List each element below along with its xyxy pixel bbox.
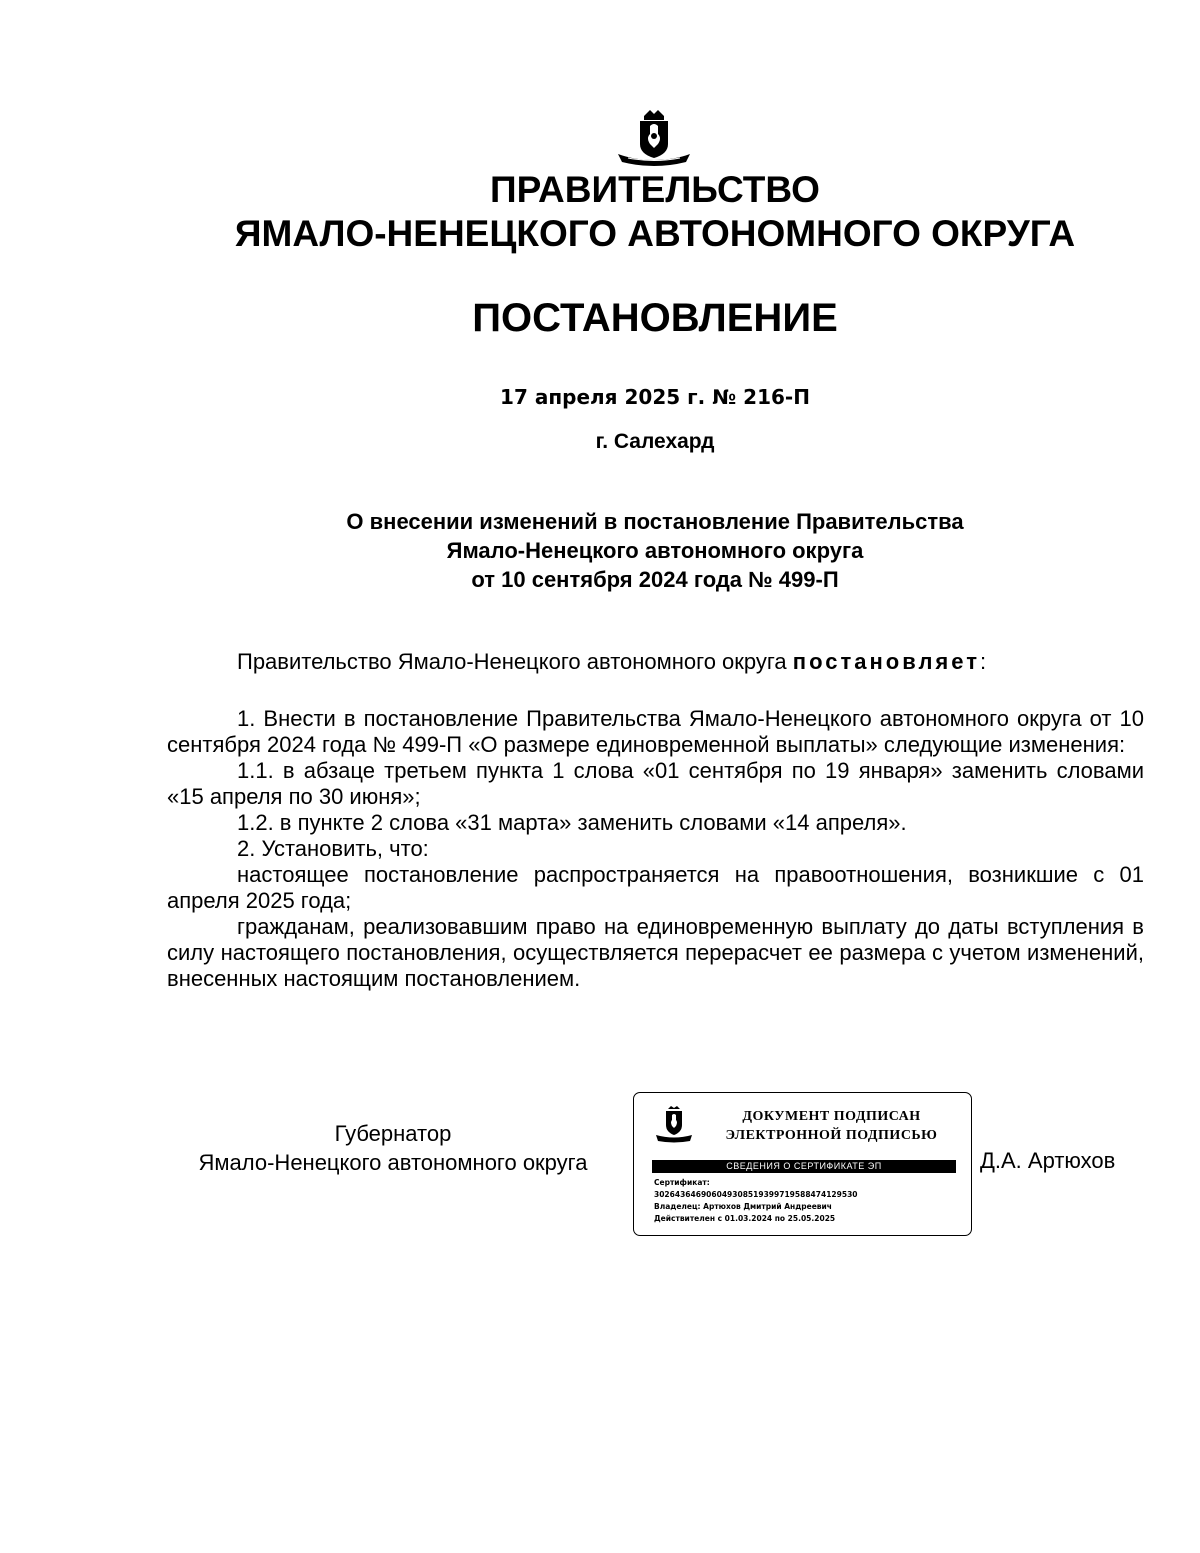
- stamp-certificate-info: [654, 1177, 959, 1225]
- subject-line-1: О внесении изменений в постановление Правительства: [346, 509, 964, 534]
- stamp-title-line-1: ДОКУМЕНТ ПОДПИСАН: [742, 1109, 921, 1124]
- document-type: ПОСТАНОВЛЕНИЕ: [472, 296, 838, 340]
- preamble-end: :: [979, 649, 987, 674]
- subject-line-3: от 10 сентября 2024 года № 499-П: [471, 567, 839, 592]
- stamp-emblem-icon: [654, 1105, 694, 1143]
- preamble-text: Правительство Ямало-Ненецкого автономного округа: [237, 649, 787, 674]
- cert-label: Сертификат:: [654, 1178, 710, 1187]
- stamp-title: [704, 1107, 959, 1145]
- signatory-position: [167, 1119, 619, 1177]
- preamble: [167, 649, 1144, 675]
- org-line-2: ЯМАЛО-НЕНЕЦКОГО АВТОНОМНОГО ОКРУГА: [234, 213, 1076, 254]
- paragraph: 1.1. в абзаце третьем пункта 1 слова «01 сентября по 19 января» заменить словами «15 апреля по 30 июня»;: [167, 758, 1144, 809]
- document-body: [167, 706, 1144, 992]
- government-title: [0, 168, 1200, 256]
- stamp-title-line-2: ЭЛЕКТРОННОЙ ПОДПИСЬЮ: [725, 1128, 938, 1143]
- paragraph: 1.2. в пункте 2 слова «31 марта» заменить словами «14 апреля».: [237, 810, 907, 835]
- preamble-emphasis: постановляет: [792, 649, 980, 674]
- cert-number: 30264364690604930851939971958847412953​0: [654, 1190, 858, 1199]
- position-line-2: Ямало-Ненецкого автономного округа: [198, 1150, 588, 1175]
- org-line-1: ПРАВИТЕЛЬСТВО: [490, 169, 820, 210]
- paragraph: 2. Установить, что:: [237, 836, 429, 861]
- stamp-certificate-bar: СВЕДЕНИЯ О СЕРТИФИКАТЕ ЭП: [652, 1160, 956, 1173]
- cert-validity: Действителен с 01.03.2024 по 25.05.2025: [654, 1214, 836, 1223]
- subject-line-2: Ямало-Ненецкого автономного округа: [446, 538, 864, 563]
- document-city: г. Салехард: [595, 430, 715, 453]
- paragraph: 1. Внести в постановление Правительства Ямало-Ненецкого автономного округа от 10 сентября 2024 года № 499-П «О размере единовременной выплаты» следующие изменения:: [167, 706, 1144, 757]
- coat-of-arms-emblem: [614, 108, 694, 166]
- document-subject: [0, 507, 1200, 594]
- document-date-number: 17 апреля 2025 г. № 216-П: [500, 385, 810, 409]
- signatory-name: Д.А. Артюхов: [980, 1148, 1116, 1173]
- paragraph: настоящее постановление распространяется на правоотношения, возникшие с 01 апреля 2025 года;: [167, 862, 1144, 913]
- paragraph: гражданам, реализовавшим право на единовременную выплату до даты вступления в силу настоящего постановления, осуществляется перерасчет ее размера с учетом изменений, внесенных настоящим постановлением.: [167, 914, 1144, 991]
- cert-owner: Владелец: Артюхов Дмитрий Андреевич: [654, 1202, 832, 1211]
- electronic-signature-stamp: [633, 1092, 972, 1236]
- position-line-1: Губернатор: [334, 1121, 452, 1146]
